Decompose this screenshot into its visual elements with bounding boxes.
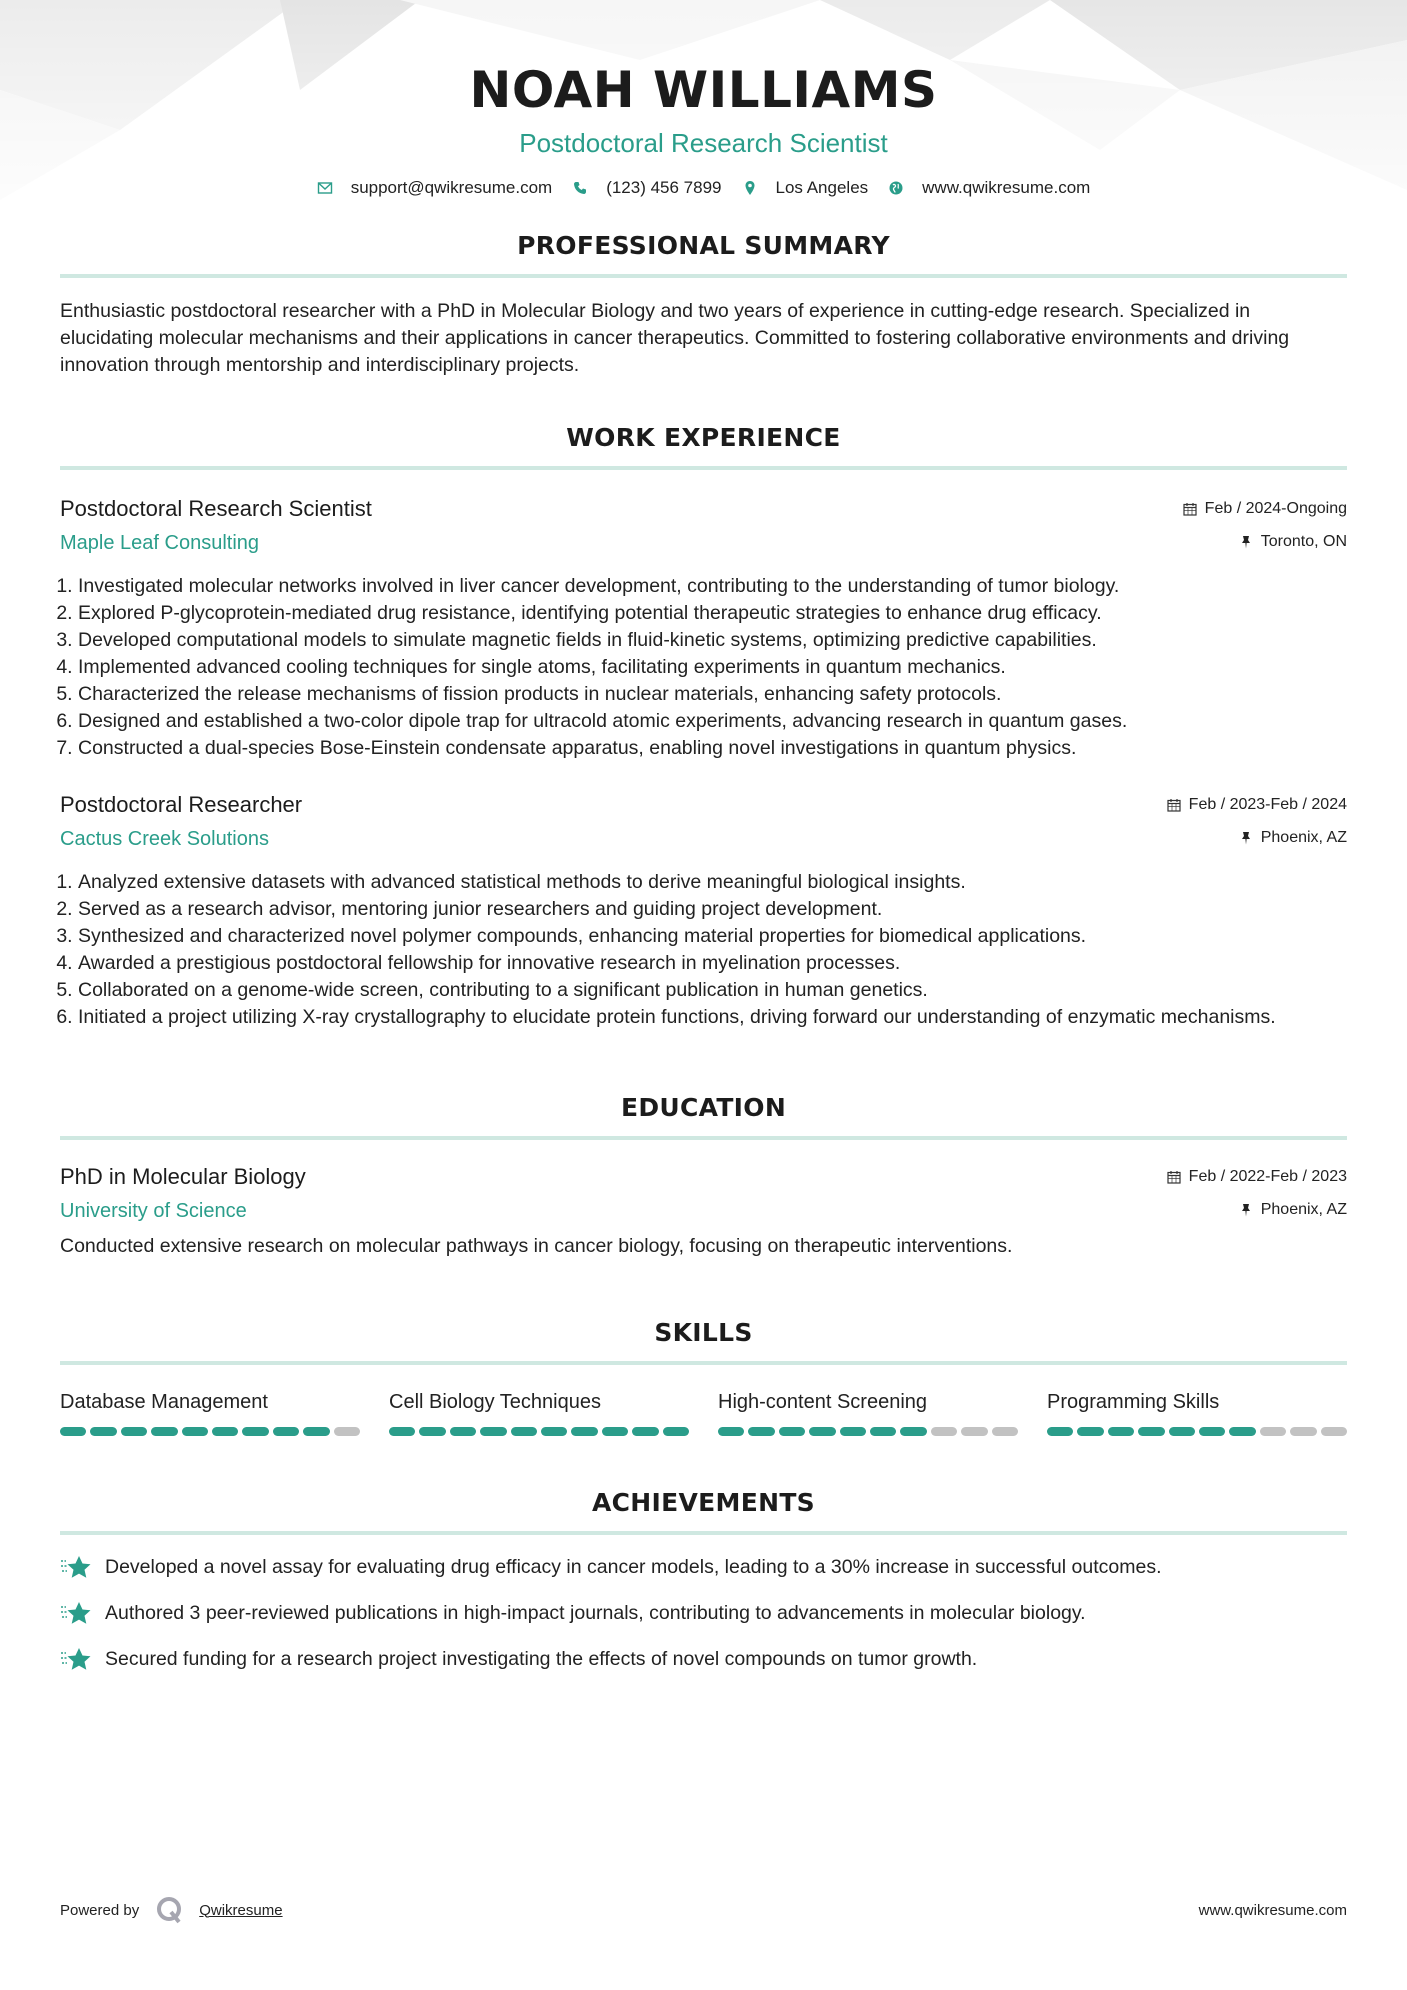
skill-rating-segment [748,1427,774,1436]
globe-icon [888,180,904,196]
skill-rating-segment [663,1427,689,1436]
pushpin-icon [1239,831,1253,845]
duty-item: 2. Served as a research advisor, mentoring junior researchers and guiding project development. [78,896,1347,923]
page-footer [60,1895,1347,1925]
job-location-text: Toronto, ON [1260,533,1347,550]
skill-item [1047,1389,1347,1436]
contact-phone[interactable] [572,178,721,198]
skill-rating-segment [961,1427,987,1436]
skill-rating-segment [450,1427,476,1436]
skill-item [389,1389,689,1436]
skill-rating-segment [273,1427,299,1436]
achievement-text: Developed a novel assay for evaluating drug efficacy in cancer models, leading to a 30% increase in successful outcomes. [105,1555,1162,1578]
duty-item: 5. Characterized the release mechanisms of fission products in nuclear materials, enhancing safety protocols. [78,681,1347,708]
achievements-list [60,1553,1347,1673]
skill-rating-segment [212,1427,238,1436]
skills-section [60,1318,1347,1436]
envelope-icon [317,180,333,196]
skill-rating-segment [779,1427,805,1436]
skill-rating-segment [389,1427,415,1436]
skill-rating-segment [900,1427,926,1436]
education-location [1239,1201,1347,1219]
job-title: Postdoctoral Research Scientist [60,496,372,521]
education-entry [60,1164,1347,1260]
contact-email[interactable] [317,178,553,198]
education-header-row [60,1164,1347,1190]
duty-item: 1. Analyzed extensive datasets with advanced statistical methods to derive meaningful biological insights. [78,869,1347,896]
achievement-text: Authored 3 peer-reviewed publications in high-impact journals, contributing to advancements in molecular biology. [105,1601,1086,1624]
skill-rating-segment [1229,1427,1255,1436]
achievement-item [60,1553,1347,1581]
duty-item: 6. Designed and established a two-color dipole trap for ultracold atomic experiments, advancing research in quantum gases. [78,708,1347,735]
skill-rating-segment [1260,1427,1286,1436]
qwikresume-logo-icon [155,1895,185,1925]
contact-phone-text: (123) 456 7899 [606,178,722,197]
duty-item: 1. Investigated molecular networks involved in liver cancer development, contributing to the understanding of tumor biology. [78,573,1347,600]
job-company: Maple Leaf Consulting [60,532,260,554]
candidate-title: Postdoctoral Research Scientist [519,128,888,158]
skill-rating-segment [1199,1427,1225,1436]
duty-item: 7. Constructed a dual-species Bose-Einstein condensate apparatus, enabling novel investigations in quantum physics. [78,735,1347,762]
duty-item: 4. Awarded a prestigious postdoctoral fellowship for innovative research in myelination processes. [78,950,1347,977]
skill-name: Programming Skills [1047,1391,1220,1413]
skill-rating-bar [718,1427,1018,1436]
achievement-item [60,1645,1347,1673]
duty-item: 2. Explored P-glycoprotein-mediated drug resistance, identifying potential therapeutic strategies to enhance drug efficacy. [78,600,1347,627]
pushpin-icon [1239,535,1253,549]
contact-location-text: Los Angeles [775,178,869,197]
powered-by [60,1895,283,1925]
duty-item: 4. Implemented advanced cooling techniques for single atoms, facilitating experiments in quantum mechanics. [78,654,1347,681]
skill-rating-segment [571,1427,597,1436]
skill-rating-segment [1169,1427,1195,1436]
job-dates [1183,500,1347,518]
skill-rating-segment [1108,1427,1134,1436]
powered-by-label: Powered by [60,1901,140,1919]
duty-item: 3. Developed computational models to simulate magnetic fields in fluid-kinetic systems, optimizing predictive capabilities. [78,627,1347,654]
skill-rating-segment [334,1427,360,1436]
summary-text: Enthusiastic postdoctoral researcher with a PhD in Molecular Biology and two years of experience in cutting-edge research. Specialized in elucidating molecular mechanisms and their applications in cancer therapeutics. Committed to fostering collaborative environments and driving innovation through mentorship and interdisciplinary projects. [60,300,1290,376]
education-subheader-row [60,1200,1347,1223]
skill-rating-segment [303,1427,329,1436]
duty-item: 6. Initiated a project utilizing X-ray crystallography to elucidate protein functions, driving forward our understanding of enzymatic mechanisms. [78,1004,1347,1031]
achievement-text: Secured funding for a research project investigating the effects of novel compounds on tumor growth. [105,1647,978,1670]
duty-item: 3. Synthesized and characterized novel polymer compounds, enhancing material properties for biomedical applications. [78,923,1347,950]
calendar-icon [1183,502,1197,516]
job-duties-list [60,573,1347,762]
star-icon [60,1553,92,1581]
education-description: Conducted extensive research on molecular pathways in cancer biology, focusing on therapeutic interventions. [60,1235,1013,1257]
skill-rating-bar [60,1427,360,1436]
contact-location [742,178,869,198]
skill-rating-bar [1047,1427,1347,1436]
resume-header [60,0,1347,198]
skill-rating-segment [480,1427,506,1436]
job-header-row [60,496,1347,522]
section-divider [60,1361,1347,1365]
skill-rating-segment [992,1427,1018,1436]
map-pin-icon [742,180,758,196]
calendar-icon [1167,1170,1181,1184]
section-heading: WORK EXPERIENCE [566,423,841,452]
skill-rating-segment [121,1427,147,1436]
skill-rating-segment [60,1427,86,1436]
work-experience-section [60,423,1347,1031]
skill-rating-segment [602,1427,628,1436]
star-icon [60,1599,92,1627]
skill-name: High-content Screening [718,1391,928,1413]
skill-rating-segment [931,1427,957,1436]
skill-item [60,1389,360,1436]
job-location [1239,829,1347,847]
job-dates-text: Feb / 2023-Feb / 2024 [1188,796,1347,813]
skill-rating-segment [1138,1427,1164,1436]
job-header-row [60,792,1347,818]
skill-rating-segment [419,1427,445,1436]
education-section [60,1093,1347,1260]
skill-rating-segment [151,1427,177,1436]
education-location-text: Phoenix, AZ [1260,1201,1347,1218]
section-heading: EDUCATION [620,1093,787,1122]
star-icon [60,1645,92,1673]
skill-rating-segment [718,1427,744,1436]
section-divider [60,1136,1347,1140]
section-heading: ACHIEVEMENTS [592,1488,815,1517]
skills-grid [60,1389,1347,1436]
job-dates [1167,796,1347,814]
section-divider [60,466,1347,470]
job-dates-text: Feb / 2024-Ongoing [1204,500,1347,517]
section-heading: PROFESSIONAL SUMMARY [517,231,890,260]
professional-summary-section [60,231,1347,379]
skill-name: Cell Biology Techniques [389,1391,601,1413]
education-dates-text: Feb / 2022-Feb / 2023 [1188,1168,1347,1185]
skill-rating-segment [809,1427,835,1436]
skill-rating-segment [1077,1427,1103,1436]
skill-rating-segment [1321,1427,1347,1436]
job-location-text: Phoenix, AZ [1260,829,1347,846]
skill-rating-segment [1290,1427,1316,1436]
skill-rating-segment [840,1427,866,1436]
footer-website[interactable]: www.qwikresume.com [1198,1901,1347,1919]
duty-item: 5. Collaborated on a genome-wide screen, contributing to a significant publication in human genetics. [78,977,1347,1004]
qwikresume-link[interactable]: Qwikresume [199,1901,283,1919]
job-entry [60,792,1347,1031]
section-heading: SKILLS [654,1318,753,1347]
skill-rating-segment [182,1427,208,1436]
contact-website-text: www.qwikresume.com [922,178,1091,197]
calendar-icon [1167,798,1181,812]
skill-rating-bar [389,1427,689,1436]
job-entry [60,496,1347,762]
section-divider [60,274,1347,278]
skill-rating-segment [1047,1427,1073,1436]
job-duties-list [60,869,1347,1031]
job-subheader-row [60,828,1347,851]
school-name: University of Science [60,1200,247,1222]
job-location [1239,533,1347,551]
skill-rating-segment [541,1427,567,1436]
section-divider [60,1531,1347,1535]
achievements-section [60,1488,1347,1673]
job-subheader-row [60,532,1347,555]
contact-website[interactable] [888,178,1090,198]
skill-rating-segment [632,1427,658,1436]
contact-bar [60,178,1347,198]
phone-icon [572,180,588,196]
degree-title: PhD in Molecular Biology [60,1164,306,1189]
skill-rating-segment [870,1427,896,1436]
contact-email-text: support@qwikresume.com [350,178,553,197]
skill-rating-segment [242,1427,268,1436]
achievement-item [60,1599,1347,1627]
skill-rating-segment [511,1427,537,1436]
skill-name: Database Management [60,1391,268,1413]
job-company: Cactus Creek Solutions [60,828,269,850]
skill-item [718,1389,1018,1436]
candidate-name: NOAH WILLIAMS [469,61,938,119]
skill-rating-segment [90,1427,116,1436]
job-title: Postdoctoral Researcher [60,792,303,817]
education-dates [1167,1168,1347,1186]
pushpin-icon [1239,1203,1253,1217]
